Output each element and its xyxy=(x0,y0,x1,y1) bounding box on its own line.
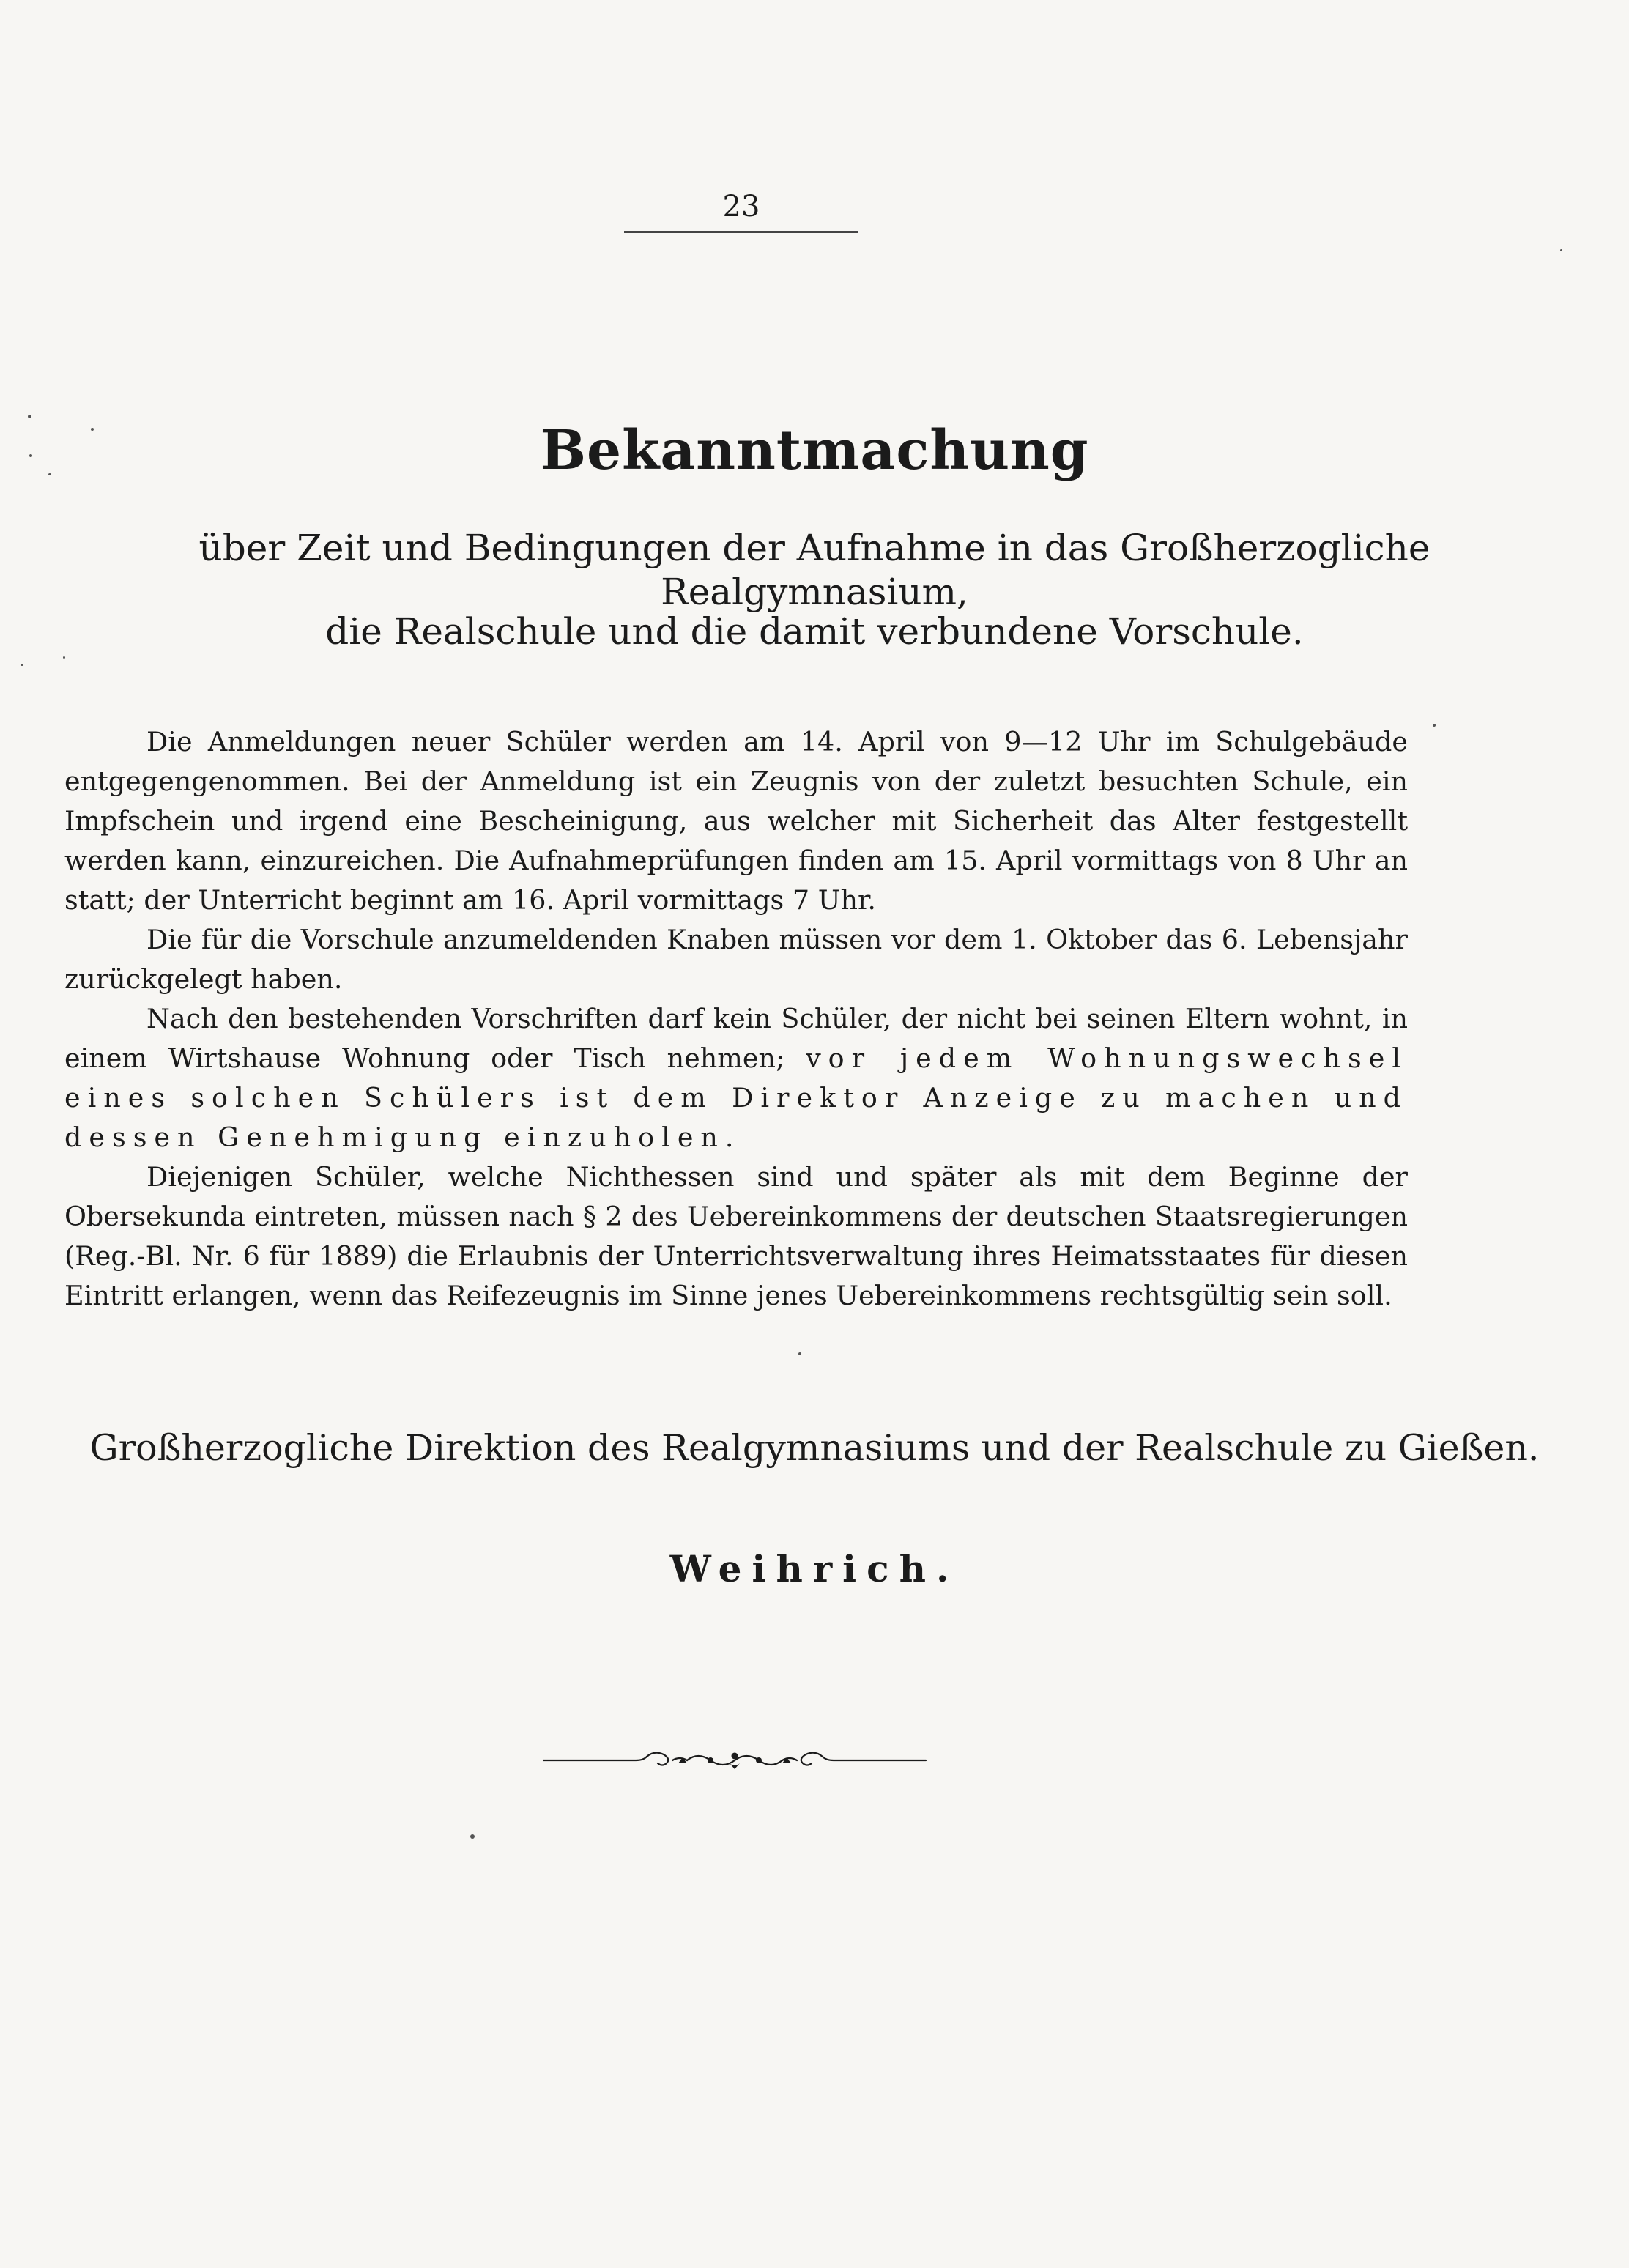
paper-speck xyxy=(21,664,23,666)
paper-speck xyxy=(63,656,65,659)
signature-organization: Großherzogliche Direktion des Realgymnasiums und der Realschule zu Gießen. xyxy=(89,1427,1540,1469)
paper-speck xyxy=(48,473,51,475)
paragraph-registration: Die Anmeldungen neuer Schüler werden am 14. April von 9—12 Uhr im Schulgebäude entgegengenommen. Bei der Anmeldung ist ein Zeugnis von der zuletzt besuchten Schule, ein Impfschein und irgend eine Bescheinigung, aus welcher mit Sicherheit das Alter festgestellt werden kann, einzureichen. Die Aufnahmeprüfungen finden am 15. April vormittags von 8 Uhr an statt; der Unterricht beginnt am 16. April vormittags 7 Uhr. xyxy=(64,726,1408,916)
paragraph-lodging-rules xyxy=(64,999,1408,1157)
signature-name: Weihrich. xyxy=(669,1547,960,1590)
paper-speck xyxy=(28,415,31,418)
document-subtitle-line-1: über Zeit und Bedingungen der Aufnahme in das Großherzogliche Realgymnasium, xyxy=(198,527,1431,613)
page-number-rule xyxy=(624,231,858,233)
page-number: 23 xyxy=(722,190,760,223)
paper-speck xyxy=(470,1834,475,1839)
page-header xyxy=(624,192,858,233)
paper-speck xyxy=(1560,249,1562,251)
paragraph-preschool-age: Die für die Vorschule anzumeldenden Knaben müssen vor dem 1. Oktober das 6. Lebensjahr zurückgelegt haben. xyxy=(64,924,1408,995)
document-title: Bekanntmachung xyxy=(540,419,1089,482)
announcement-body xyxy=(64,722,1408,1316)
document-subtitle-line-2: die Realschule und die damit verbundene Vorschule. xyxy=(325,610,1304,653)
paper-speck xyxy=(91,428,94,431)
paper-speck xyxy=(29,454,32,457)
lodging-rules-emphasis: vor jedem Wohnungswechsel eines solchen Schülers ist dem Direktor Anzeige zu machen und dessen Genehmigung einzuholen. xyxy=(64,1042,1409,1153)
paper-speck xyxy=(1433,724,1436,727)
decorative-scroll-ornament-icon xyxy=(541,1746,929,1775)
lodging-rules-text: Nach den bestehenden Vorschriften darf kein Schüler, der nicht bei seinen Eltern wohnt, in einem Wirtshause Wohnung oder Tisch nehmen; xyxy=(64,1003,1408,1074)
paper-speck xyxy=(798,1352,801,1355)
paragraph-non-hessian-students: Diejenigen Schüler, welche Nichthessen sind und später als mit dem Beginne der Obersekunda eintreten, müssen nach § 2 des Uebereinkommens der deutschen Staatsregierungen (Reg.-Bl. Nr. 6 für 1889) die Erlaubnis der Unterrichtsverwaltung ihres Heimatsstaates für diesen Eintritt erlangen, wenn das Reifezeugnis im Sinne jenes Uebereinkommens rechtsgültig sein soll. xyxy=(64,1161,1408,1311)
